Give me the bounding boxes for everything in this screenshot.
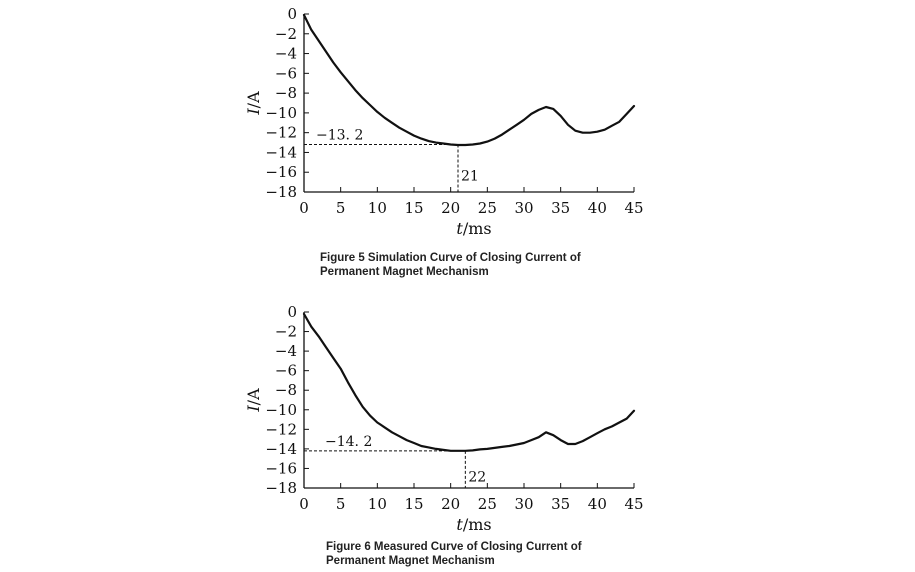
series-line	[304, 314, 634, 451]
x-tick-label: 40	[587, 199, 607, 217]
chart-1	[244, 5, 644, 238]
y-tick-label: −8	[274, 84, 297, 103]
y-tick-label: −16	[265, 459, 297, 478]
y-axis-title	[244, 388, 263, 413]
y-tick-label: −4	[274, 44, 297, 63]
y-tick-label: −18	[265, 479, 297, 497]
y-axis-slash: /	[244, 102, 263, 109]
y-tick-label: −6	[274, 361, 297, 380]
annotation-y-label: −14. 2	[325, 433, 373, 450]
x-tick-label: 25	[477, 495, 497, 513]
x-tick-label: 35	[551, 199, 571, 217]
y-tick-label: −10	[265, 400, 297, 419]
y-tick-label: −4	[274, 342, 297, 361]
y-axis-variable: I	[244, 108, 263, 115]
x-tick-label: 15	[404, 495, 424, 513]
chart-2	[244, 303, 644, 534]
x-tick-label: 20	[441, 495, 461, 513]
x-tick-label: 10	[367, 495, 387, 513]
x-axis-title	[456, 219, 491, 238]
y-axis-title	[244, 91, 263, 116]
x-tick-label: 15	[404, 199, 424, 217]
y-tick-label: −16	[265, 163, 297, 182]
y-axis-unit: A	[244, 91, 263, 103]
x-tick-label: 30	[514, 199, 534, 217]
y-tick-label: −18	[265, 183, 297, 201]
y-tick-label: −14	[265, 439, 297, 458]
x-axis-variable: t	[456, 219, 463, 238]
y-tick-label: −2	[274, 24, 297, 43]
x-tick-label: 40	[587, 495, 607, 513]
x-tick-label: 0	[299, 495, 309, 513]
figure-5-caption: Figure 5 Simulation Curve of Closing Current of Permanent Magnet Mechanism	[320, 252, 581, 278]
y-tick-label: −12	[265, 123, 297, 142]
annotation-x-label: 21	[461, 168, 479, 185]
series-line	[304, 15, 634, 145]
y-tick-label: −14	[265, 143, 297, 162]
y-tick-label: −6	[274, 64, 297, 83]
x-tick-label: 20	[441, 199, 461, 217]
x-tick-label: 30	[514, 495, 534, 513]
y-axis-variable: I	[244, 405, 263, 412]
x-tick-label: 5	[335, 495, 346, 513]
y-tick-label: 0	[287, 5, 297, 23]
x-tick-label: 5	[335, 199, 346, 217]
x-axis-variable: t	[456, 515, 463, 534]
y-tick-label: −12	[265, 420, 297, 439]
y-axis-unit: A	[244, 388, 263, 400]
x-axis-slash: /	[462, 515, 469, 534]
annotation-y-label: −13. 2	[316, 127, 364, 144]
x-tick-label: 25	[477, 199, 497, 217]
y-tick-label: −10	[265, 103, 297, 122]
x-axis-slash: /	[462, 219, 469, 238]
x-tick-label: 45	[624, 495, 644, 513]
x-tick-label: 0	[299, 199, 309, 217]
y-tick-label: 0	[287, 303, 297, 321]
y-tick-label: −8	[274, 381, 297, 400]
figure-6-caption: Figure 6 Measured Curve of Closing Current of Permanent Magnet Mechanism	[326, 541, 582, 567]
x-axis-unit: ms	[468, 219, 492, 238]
x-axis-title	[456, 515, 491, 534]
y-axis-slash: /	[244, 399, 263, 406]
x-tick-label: 10	[367, 199, 387, 217]
y-tick-label: −2	[274, 322, 297, 341]
x-tick-label: 45	[624, 199, 644, 217]
x-axis-unit: ms	[468, 515, 492, 534]
x-tick-label: 35	[551, 495, 571, 513]
annotation-x-label: 22	[468, 469, 487, 486]
